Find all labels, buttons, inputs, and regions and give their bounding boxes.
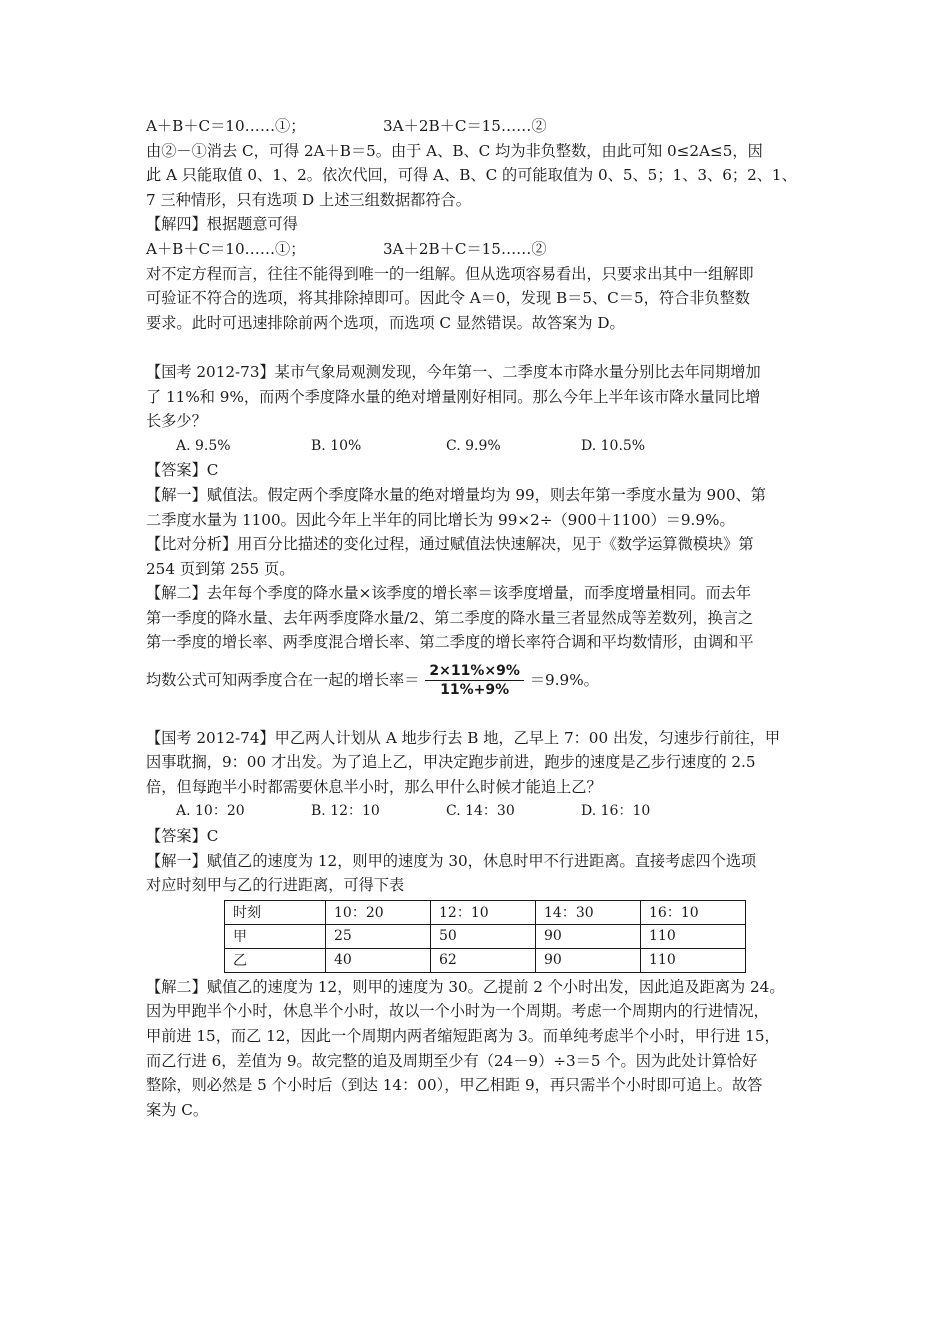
paragraph-line: 【解二】去年每个季度的降水量×该季度的增长率＝该季度增量，而季度增量相同。而去年: [146, 584, 752, 603]
equation-row: [146, 237, 810, 262]
table-cell: 50: [431, 924, 536, 948]
equation-2: 3A＋2B＋C＝15……②: [383, 117, 547, 135]
paragraph-line: 因为甲跑半个小时，休息半个小时，故以一个小时为一个周期。考虑一个周期内的行进情况，: [146, 1002, 769, 1021]
equation-1: A＋B＋C＝10……①；: [146, 117, 306, 135]
answer-line: 【答案】C: [146, 461, 219, 480]
formula-prefix: 均数公式可知两季度合在一起的增长率＝: [146, 671, 420, 690]
table-cell: 16：10: [641, 900, 746, 924]
question-text: 【国考 2012-73】某市气象局观测发现，今年第一、二季度本市降水量分别比去年同期增加: [146, 362, 761, 381]
question-text: 了 11%和 9%，而两个季度降水量的绝对增量刚好相同。那么今年上半年该市降水量同比增: [146, 387, 761, 406]
paragraph-line: 整除，则必然是 5 个小时后（到达 14：00），甲乙相距 9，再只需半个小时即可追上。故答: [146, 1076, 763, 1095]
formula-suffix: ＝9.9%。: [529, 671, 599, 690]
option-a: A. 9.5%: [176, 437, 231, 454]
paragraph-line: 而乙行进 6，差值为 9。故完整的追及周期至少有（24－9）÷3＝5 个。因为此处计算恰好: [146, 1051, 758, 1070]
question-text: 因事耽搁，9：00 才出发。为了追上乙，甲决定跑步前进，跑步的速度是乙步行速度的 2.5: [146, 753, 756, 772]
paragraph-line: 由②－①消去 C，可得 2A＋B＝5。由于 A、B、C 均为非负整数，由此可知 0≤2A≤5，因: [146, 141, 763, 160]
paragraph-line: 要求。此时可迅速排除前两个选项，而选项 C 显然错误。故答案为 D。: [146, 313, 625, 332]
paragraph-line: 【解一】赋值乙的速度为 12，则甲的速度为 30，休息时甲不行进距离。直接考虑四个选项: [146, 851, 757, 870]
paragraph-line: 案为 C。: [146, 1100, 209, 1119]
paragraph-line: 254 页到第 255 页。: [146, 559, 295, 578]
answer-options: [146, 799, 810, 824]
document-page: [146, 114, 810, 1122]
table-cell: 40: [326, 948, 431, 972]
paragraph-line: 第一季度的降水量、去年两季度降水量/2、第二季度的降水量三者显然成等差数列，换言之: [146, 608, 754, 627]
formula-line: [146, 659, 810, 701]
table-cell: 90: [536, 924, 641, 948]
spacer: [146, 335, 810, 360]
option-c: C. 9.9%: [446, 437, 501, 454]
table-cell: 乙: [225, 948, 326, 972]
paragraph-line: 【解二】赋值乙的速度为 12，则甲的速度为 30。乙提前 2 个小时出发，因此追及距离为 24。: [146, 977, 785, 996]
equation-row: [146, 114, 810, 139]
paragraph-line: 对不定方程而言，往往不能得到唯一的一组解。但从选项容易看出，只要求出其中一组解即: [146, 264, 754, 283]
paragraph-line: 7 三种情形，只有选项 D 上述三组数据都符合。: [146, 190, 471, 209]
paragraph-line: 可验证不符合的选项，将其排除掉即可。因此令 A＝0，发现 B＝5、C＝5，符合非负整数: [146, 289, 750, 308]
option-a: A. 10：20: [176, 803, 245, 820]
distance-table: [224, 900, 746, 973]
table-cell: 110: [641, 948, 746, 972]
equation-1: A＋B＋C＝10……①；: [146, 239, 306, 258]
table-cell: 甲: [225, 924, 326, 948]
paragraph-line: 此 A 只能取值 0、1、2。依次代回，可得 A、B、C 的可能取值为 0、5、5；1、3、6；2、1、: [146, 166, 797, 185]
paragraph-line: 【比对分析】用百分比描述的变化过程，通过赋值法快速解决，见于《数学运算微模块》第: [146, 535, 754, 554]
paragraph-line: 【解一】赋值法。假定两个季度降水量的绝对增量均为 99，则去年第一季度水量为 900、第: [146, 485, 766, 504]
paragraph-line: 二季度水量为 1100。因此今年上半年的同比增长为 99×2÷（900＋1100）＝9.9%。: [146, 510, 735, 529]
table-row: [225, 948, 746, 972]
question-text: 长多少？: [146, 412, 207, 431]
fraction-numerator: 2×11%×9%: [425, 662, 523, 681]
table-header-row: [225, 900, 746, 924]
option-b: B. 12：10: [311, 803, 380, 820]
option-b: B. 10%: [311, 437, 362, 454]
fraction: [425, 662, 523, 699]
table-cell: 90: [536, 948, 641, 972]
solution-heading: 【解四】根据题意可得: [146, 215, 298, 234]
table-cell: 12：10: [431, 900, 536, 924]
paragraph-line: 第一季度的增长率、两季度混合增长率、第二季度的增长率符合调和平均数情形，由调和平: [146, 633, 754, 652]
answer-line: 【答案】C: [146, 827, 219, 846]
paragraph-line: 对应时刻甲与乙的行进距离，可得下表: [146, 876, 405, 895]
table-cell: 10：20: [326, 900, 431, 924]
fraction-denominator: 11%+9%: [440, 681, 510, 698]
paragraph-line: 甲前进 15，而乙 12，因此一个周期内两者缩短距离为 3。而单纯考虑半个小时，甲行进 15，: [146, 1027, 780, 1045]
spacer: [146, 701, 810, 726]
equation-2: 3A＋2B＋C＝15……②: [383, 239, 547, 258]
table-cell: 25: [326, 924, 431, 948]
question-text: 【国考 2012-74】甲乙两人计划从 A 地步行去 B 地，乙早上 7：00 出发，匀速步行前往，甲: [146, 728, 781, 747]
table-row: [225, 924, 746, 948]
table-cell: 62: [431, 948, 536, 972]
option-d: D. 16：10: [581, 803, 651, 820]
question-text: 倍，但每跑半小时都需要休息半小时，那么甲什么时候才能追上乙？: [146, 777, 602, 796]
table-cell: 时刻: [225, 900, 326, 924]
answer-options: [146, 434, 810, 459]
option-c: C. 14：30: [446, 803, 515, 820]
option-d: D. 10.5%: [581, 437, 646, 454]
table-cell: 110: [641, 924, 746, 948]
table-cell: 14：30: [536, 900, 641, 924]
